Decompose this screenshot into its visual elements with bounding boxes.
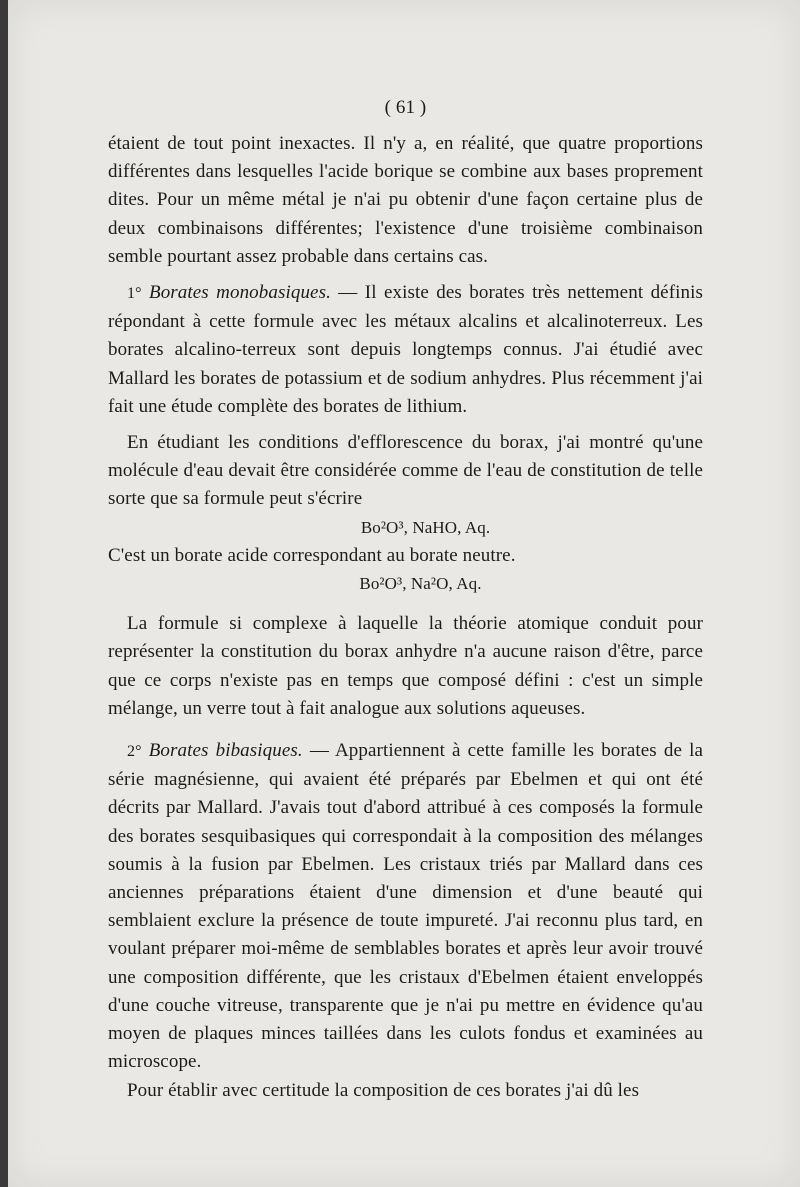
section-text: — Il existe des borates très nettement définis répondant à cette formule avec les métaux alcalins et alcalinoterreux. Les borates alcalino-terreux sont depuis longtemps connus. J'ai étudié avec Mallard les borates de potassium et de sodium anhydres. Plus récemment j'ai fait une étude complète des borates de lithium. bbox=[108, 282, 703, 417]
paragraph-final: Pour établir avec certitude la composition de ces borates j'ai dû les bbox=[127, 1079, 640, 1101]
paragraph-efflorescence: En étudiant les conditions d'efflorescence du borax, j'ai montré qu'une molécule d'eau devait être considérée comme de l'eau de constitution de telle sorte que sa formule peut s'écrire bbox=[108, 432, 703, 510]
section-title: Borates bibasiques. bbox=[148, 740, 303, 762]
page-number: ( 61 ) bbox=[384, 97, 427, 118]
paragraph-bibasic bbox=[108, 737, 703, 1076]
page bbox=[8, 0, 800, 1187]
paragraph-acid-borate: C'est un borate acide correspondant au borate neutre. bbox=[108, 544, 516, 566]
paragraph-monobasic bbox=[108, 279, 703, 421]
paragraph-borax: La formule si complexe à laquelle la théorie atomique conduit pour représenter la constitution du borax anhydre n'a aucune raison d'être, parce que ce corps n'existe pas en temps que composé défini : c'est un simple mélange, un verre tout à fait analogue aux solutions aqueuses. bbox=[108, 613, 703, 719]
formula-acid-borate: Bo²O³, NaHO, Aq. bbox=[360, 517, 491, 537]
section-number: 2° bbox=[127, 743, 142, 761]
section-text: — Appartiennent à cette famille les borates de la série magnésienne, qui avaient été préparés par Ebelmen et qui ont été décrits par Mallard. J'avais tout d'abord attribué à ces composés la formule des borates sesquibasiques qui correspondait à la composition des mélanges soumis à la fusion par Ebelmen. Les cristaux triés par Mallard dans ces anciennes préparations étaient d'une dimension et d'une beauté qui semblaient exclure la présence de toute impureté. J'ai reconnu plus tard, en voulant préparer moi-même de semblables borates et après leur avoir trouvé une composition différente, que les cristaux d'Ebelmen étaient enveloppés d'une couche vitreuse, transparente que je n'ai pu mettre en évidence qu'au moyen de plaques minces taillées dans les culots fondus et examinées au microscope. bbox=[108, 740, 703, 1073]
section-number: 1° bbox=[127, 285, 142, 303]
section-title: Borates monobasiques. bbox=[148, 282, 331, 304]
page-body bbox=[108, 94, 703, 1105]
paragraph-intro: étaient de tout point inexactes. Il n'y a, en réalité, que quatre proportions différentes dans lesquelles l'acide borique se combine aux bases proprement dites. Pour un même métal je n'ai pu obtenir d'une façon certaine plus de deux combinaisons différentes; l'existence d'une troisième combinaison semble pourtant assez probable dans certains cas. bbox=[108, 133, 703, 267]
formula-neutral-borate: Bo²O³, Na²O, Aq. bbox=[359, 574, 482, 594]
